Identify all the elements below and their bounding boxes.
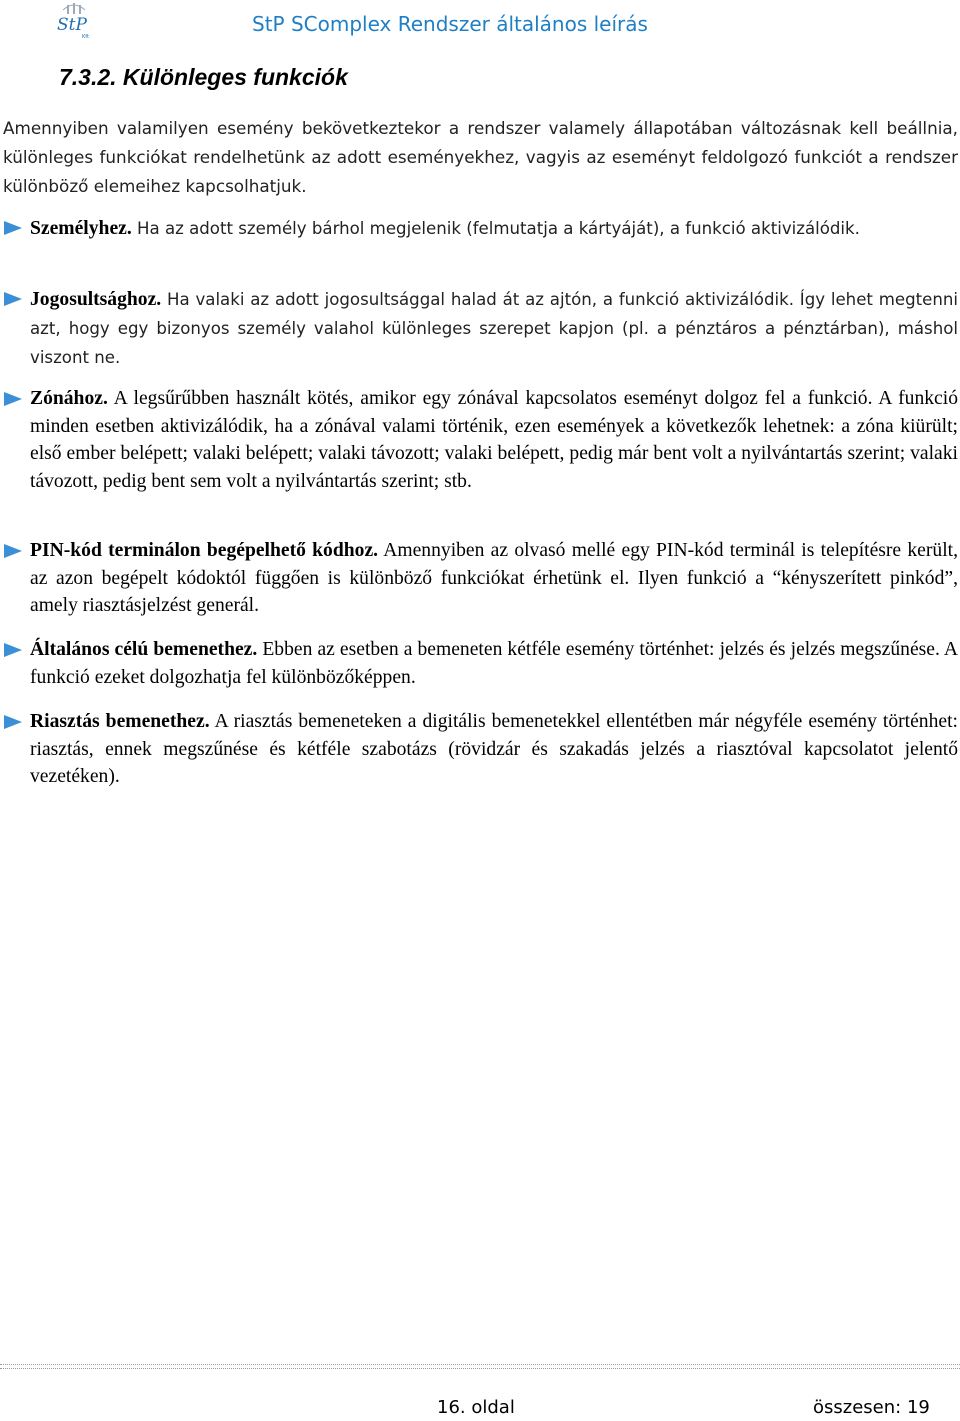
item-title: Személyhez.: [30, 218, 132, 239]
section-heading: 7.3.2. Különleges funkciók: [59, 64, 348, 90]
item-description: Ha az adott személy bárhol megjelenik (felmutatja a kártyáját), a funkció aktivizálódik.: [137, 219, 860, 238]
item-text: [30, 708, 958, 791]
item-description: A riasztás bemeneteken a digitális bemenetekkel ellentétben már négyféle esemény történhet: riasztás, ennek megszűnése és kétféle szabotázs (rövidzár és szakadás jelzés a riasztóval kapcsolatot jelentő vezetéken).: [30, 711, 958, 787]
item-description: Ebben az esetben a bemeneten kétféle esemény történhet: jelzés és jelzés megszűnése. A funkció ezeket dolgozhatja fel különbözőképpen.: [30, 639, 958, 688]
item-title: PIN-kód terminálon begépelhető kódhoz.: [30, 540, 379, 561]
svg-text:Kft: Kft: [82, 34, 89, 40]
header-title: StP SComplex Rendszer általános leírás: [252, 12, 648, 36]
item-description: A legsűrűbben használt kötés, amikor egy zónával kapcsolatos eseményt dolgoz fel a funkció. A funkció minden esetben aktivizálódik, ha a zónával valami történik, ezen események a következők lehetnek: a zóna kiürült; első ember belépett; valaki belépett; valaki távozott; valaki belépett, pedig már bent volt a nyilvántartás szerint; valaki távozott, pedig bent sem volt a nyilvántartás szerint; stb.: [30, 388, 958, 492]
triangle-bullet-icon: [3, 642, 23, 658]
item-description: Amennyiben az olvasó mellé egy PIN-kód terminál is telepítésre került, az azon begépelt kódoktól függően is különböző funkciókat érhetünk el. Ilyen funkció a “kényszerített pinkód”, amely riasztásjelzést generál.: [30, 540, 958, 616]
stp-logo-icon: [54, 2, 94, 40]
logo-text: StP: [57, 15, 87, 35]
list-item-zone: [0, 385, 960, 495]
list-item-permission: [0, 285, 960, 372]
item-title: Általános célú bemenethez.: [30, 639, 258, 660]
triangle-bullet-icon: [3, 714, 23, 730]
item-description: Ha valaki az adott jogosultsággal halad át az ajtón, a funkció aktivizálódik. Így lehet megtenni azt, hogy egy bizonyos személy valahol különleges szerepet kapjon (pl. a pénztáros a pénztárban), máshol viszont ne.: [30, 290, 958, 367]
page-header: [0, 0, 960, 42]
triangle-bullet-icon: [3, 220, 23, 236]
item-text: [30, 537, 958, 620]
item-text: [30, 214, 958, 243]
triangle-bullet-icon: [3, 543, 23, 559]
list-item-pin-code: [0, 537, 960, 620]
list-item-person: [0, 214, 960, 243]
item-title: Riasztás bemenethez.: [30, 711, 210, 732]
intro-paragraph: Amennyiben valamilyen esemény bekövetkeztekor a rendszer valamely állapotában változásnak kell beállnia, különleges funkciókat rendelhetünk az adott eseményekhez, vagyis az eseményt feldolgozó funkciót a rendszer különböző elemeihez kapcsolhatjuk.: [3, 118, 958, 196]
item-text: [30, 285, 958, 372]
list-item-alarm-input: [0, 708, 960, 791]
item-text: [30, 385, 958, 495]
footer-divider: [0, 1364, 960, 1369]
page-total: összesen: 19: [813, 1397, 930, 1418]
page-number: 16. oldal: [437, 1397, 515, 1418]
item-text: [30, 636, 958, 691]
list-item-general-input: [0, 636, 960, 691]
item-title: Jogosultsághoz.: [30, 289, 162, 310]
item-title: Zónához.: [30, 388, 108, 409]
triangle-bullet-icon: [3, 391, 23, 407]
triangle-bullet-icon: [3, 291, 23, 307]
